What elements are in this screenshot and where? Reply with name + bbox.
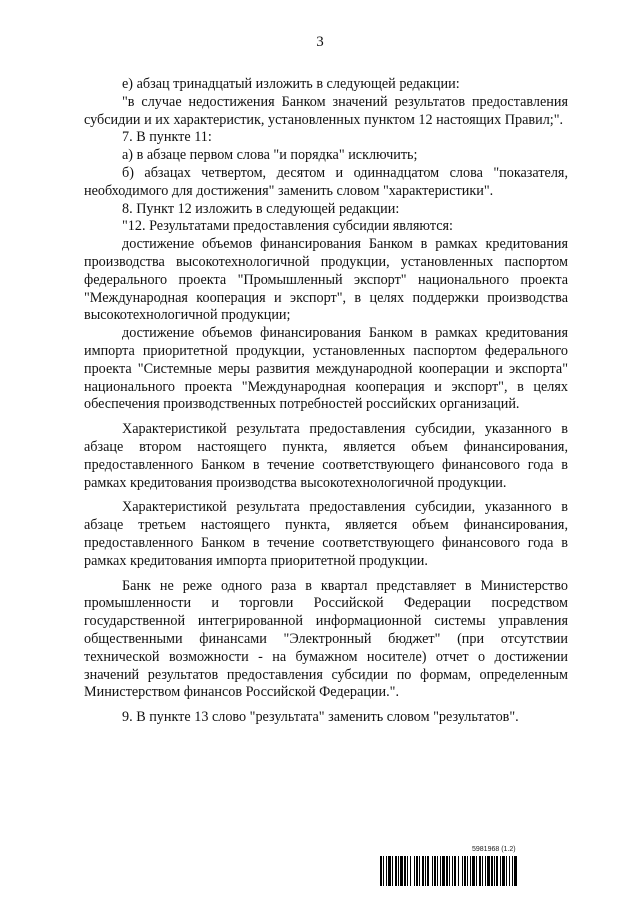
- paragraph: 7. В пункте 11:: [122, 129, 212, 146]
- barcode-icon: [380, 856, 580, 886]
- paragraph: е) абзац тринадцатый изложить в следующей редакции:: [122, 76, 460, 92]
- paragraph: 9. В пункте 13 слово "результата" заменить словом "результатов".: [122, 709, 519, 726]
- paragraph: 8. Пункт 12 изложить в следующей редакции:: [122, 200, 400, 217]
- paragraph: достижение объемов финансирования Банком в рамках кредитования импорта приоритетной продукции, установленных паспортом федерального проекта "Системные меры развития международной кооперации и экспорта" национального проекта "Международная кооперация и экспорт", в целях обеспечения производственных потребностей российских организаций.: [84, 325, 568, 413]
- barcode-number: 5981968 (1.2): [472, 846, 516, 853]
- paragraph: б) абзацах четвертом, десятом и одиннадцатом слова "показателя, необходимого для достижения" заменить словом "характеристики".: [84, 164, 568, 199]
- document-body: [84, 76, 568, 727]
- paragraph: Характеристикой результата предоставления субсидии, указанного в абзаце втором настоящего пункта, является объем финансирования, предоставленного Банком в течение соответствующего финансового года в рамках кредитования производства высокотехнологичной продукции.: [84, 421, 568, 491]
- paragraph: Банк не реже одного раза в квартал представляет в Министерство промышленности и торговли Российской Федерации посредством государственной интегрированной информационной системы управления общественными финансами "Электронный бюджет" (при отсутствии технической возможности - на бумажном носителе) отчет о достижении значений результатов предоставления субсидии по формам, определенным Министерством финансов Российской Федерации.".: [84, 577, 568, 701]
- paragraph: достижение объемов финансирования Банком в рамках кредитования производства высокотехнологичной продукции, установленных паспортом федерального проекта "Промышленный экспорт" национального проекта "Международная кооперация и экспорт", в целях поддержки производства высокотехнологичной продукции;: [84, 236, 568, 324]
- document-barcode: [380, 846, 580, 896]
- paragraph: "12. Результатами предоставления субсидии являются:: [122, 218, 453, 235]
- paragraph: "в случае недостижения Банком значений результатов предоставления субсидии и их характеристик, установленных пунктом 12 настоящих Правил;".: [84, 93, 568, 128]
- paragraph: Характеристикой результата предоставления субсидии, указанного в абзаце третьем настоящего пункта, является объем финансирования, предоставленного Банком в течение соответствующего финансового года в рамках кредитования импорта приоритетной продукции.: [84, 499, 568, 569]
- barcode-stripe: [517, 856, 518, 886]
- paragraph: а) в абзаце первом слова "и порядка" исключить;: [122, 147, 418, 164]
- page-number: 3: [316, 34, 324, 50]
